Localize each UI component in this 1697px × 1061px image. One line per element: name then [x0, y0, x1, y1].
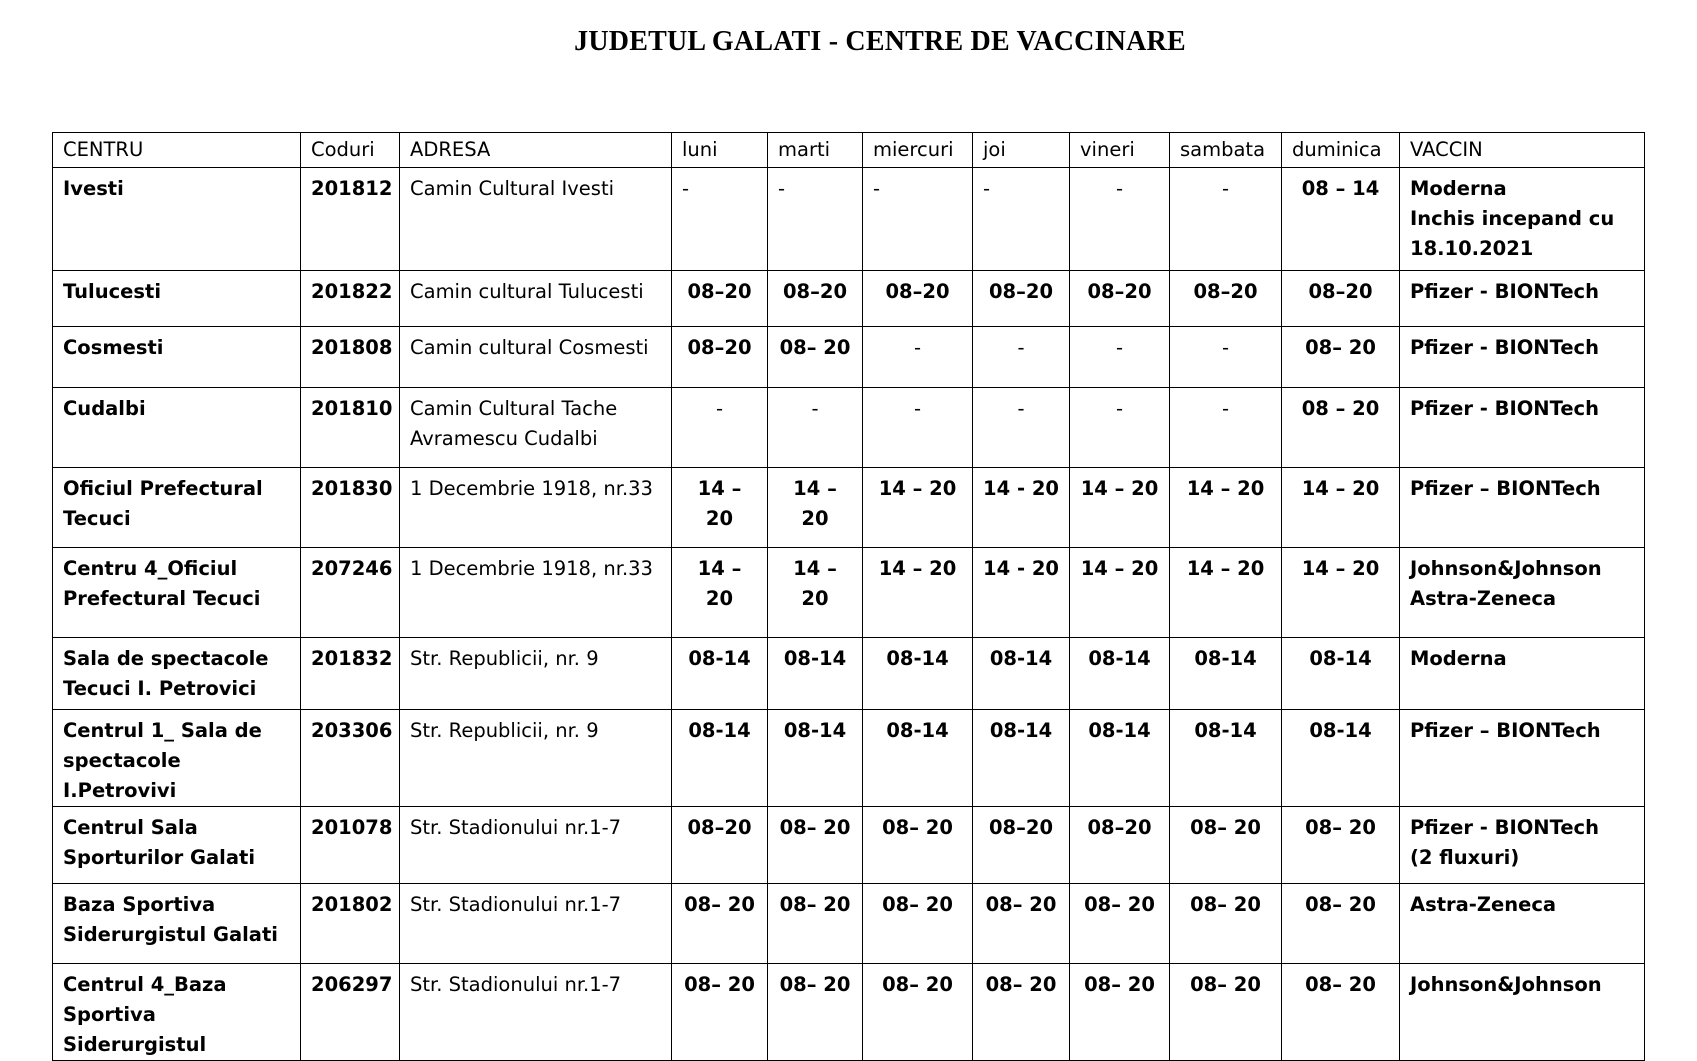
adresa-cell-line: 1 Decembrie 1918, nr.33	[410, 557, 653, 580]
hours-cell: 08-14	[1070, 710, 1170, 807]
hours-cell: 08–20	[1170, 271, 1282, 327]
vaccin-cell-line: (2 fluxuri)	[1410, 846, 1520, 869]
hours-cell: 08-14	[1170, 710, 1282, 807]
centru-cell-line: Cosmesti	[63, 336, 164, 359]
vaccin-cell-line: Inchis incepand cu	[1410, 207, 1615, 230]
centru-cell	[53, 327, 301, 388]
table-row	[53, 884, 1645, 964]
vaccin-cell-line: Pfizer - BIONTech	[1410, 336, 1600, 359]
cod-cell: 206297	[301, 964, 400, 1061]
vaccin-cell-line: Moderna	[1410, 177, 1507, 200]
header-adresa: ADRESA	[400, 133, 672, 168]
hours-cell: 14 – 20	[1282, 468, 1400, 548]
centru-cell-line: Oficiul Prefectural	[63, 477, 263, 500]
hours-cell: 14 – 20	[863, 468, 973, 548]
vaccin-cell-line: Astra-Zeneca	[1410, 893, 1557, 916]
hours-cell: 08– 20	[973, 964, 1070, 1061]
cod-cell: 203306	[301, 710, 400, 807]
hours-cell: 08–20	[863, 271, 973, 327]
hours-cell: 08-14	[768, 638, 863, 710]
hours-cell: 08–20	[672, 807, 768, 884]
hours-cell: 08– 20	[672, 964, 768, 1061]
hours-cell: -	[973, 388, 1070, 468]
vaccin-cell-line: 18.10.2021	[1410, 237, 1534, 260]
hours-cell: 08– 20	[1282, 327, 1400, 388]
hours-cell: 14 – 20	[768, 548, 863, 638]
vaccin-cell-line: Pfizer - BIONTech	[1410, 280, 1600, 303]
hours-cell: 08-14	[973, 710, 1070, 807]
hours-cell: 08-14	[1170, 638, 1282, 710]
centru-cell-line: Sportiva Siderurgistul	[63, 1003, 207, 1056]
hours-cell: 08– 20	[863, 807, 973, 884]
adresa-cell	[400, 468, 672, 548]
hours-cell: 14 – 20	[1282, 548, 1400, 638]
cod-cell: 201832	[301, 638, 400, 710]
vaccin-cell	[1400, 327, 1645, 388]
vaccin-cell-line: Pfizer - BIONTech	[1410, 397, 1600, 420]
adresa-cell-line: 1 Decembrie 1918, nr.33	[410, 477, 653, 500]
centru-cell-line: Cudalbi	[63, 397, 146, 420]
hours-cell: 08– 20	[1070, 884, 1170, 964]
hours-cell: -	[1170, 168, 1282, 271]
adresa-cell-line: Camin cultural Tulucesti	[410, 280, 644, 303]
vaccin-cell	[1400, 388, 1645, 468]
cod-cell: 207246	[301, 548, 400, 638]
hours-cell: 08–20	[672, 271, 768, 327]
vaccin-cell	[1400, 638, 1645, 710]
vaccin-cell	[1400, 548, 1645, 638]
hours-cell: 14 - 20	[973, 468, 1070, 548]
table-row	[53, 468, 1645, 548]
centru-cell-line: Centrul Sala	[63, 816, 198, 839]
hours-cell: -	[1170, 388, 1282, 468]
hours-cell: 14 – 20	[1170, 548, 1282, 638]
header-sambata: sambata	[1170, 133, 1282, 168]
adresa-cell-line: Str. Stadionului nr.1-7	[410, 973, 622, 996]
hours-cell: 14 – 20	[1070, 548, 1170, 638]
centru-cell-line: Centru 4_Oficiul	[63, 557, 238, 580]
adresa-cell-line: Camin cultural Cosmesti	[410, 336, 649, 359]
header-duminica: duminica	[1282, 133, 1400, 168]
hours-cell: 08-14	[1070, 638, 1170, 710]
adresa-cell	[400, 710, 672, 807]
adresa-cell-line: Camin Cultural Tache	[410, 397, 618, 420]
hours-cell: 14 – 20	[672, 468, 768, 548]
table-row	[53, 388, 1645, 468]
hours-cell: 08– 20	[1282, 884, 1400, 964]
centru-cell	[53, 638, 301, 710]
centru-cell	[53, 807, 301, 884]
adresa-cell	[400, 388, 672, 468]
table-body	[53, 168, 1645, 1061]
hours-cell: 08– 20	[768, 327, 863, 388]
hours-cell: 08-14	[973, 638, 1070, 710]
table-row	[53, 638, 1645, 710]
adresa-cell-line: Camin Cultural Ivesti	[410, 177, 615, 200]
hours-cell: 14 – 20	[1170, 468, 1282, 548]
hours-cell: 08– 20	[973, 884, 1070, 964]
hours-cell: 08– 20	[1170, 807, 1282, 884]
hours-cell: 14 – 20	[1070, 468, 1170, 548]
centru-cell	[53, 548, 301, 638]
hours-cell: 08-14	[672, 710, 768, 807]
centru-cell-line: Tecuci	[63, 507, 131, 530]
table-row	[53, 964, 1645, 1061]
header-marti: marti	[768, 133, 863, 168]
hours-cell: 08– 20	[1070, 964, 1170, 1061]
table-row	[53, 548, 1645, 638]
hours-cell: 08–20	[1070, 807, 1170, 884]
hours-cell: 08– 20	[863, 884, 973, 964]
hours-cell: -	[973, 168, 1070, 271]
hours-cell: 08– 20	[768, 807, 863, 884]
table-row	[53, 327, 1645, 388]
cod-cell: 201812	[301, 168, 400, 271]
hours-cell: 08– 20	[1282, 964, 1400, 1061]
centru-cell	[53, 271, 301, 327]
adresa-cell-line: Str. Stadionului nr.1-7	[410, 816, 622, 839]
table-header-row	[53, 133, 1645, 168]
hours-cell: -	[1070, 327, 1170, 388]
header-joi: joi	[973, 133, 1070, 168]
vaccin-cell-line: Johnson&Johnson	[1410, 557, 1602, 580]
hours-cell: -	[768, 168, 863, 271]
centru-cell-line: Siderurgistul Galati	[63, 923, 278, 946]
vaccin-cell-line: Pfizer – BIONTech	[1410, 477, 1601, 500]
hours-cell: 08-14	[863, 638, 973, 710]
hours-cell: 08–20	[973, 271, 1070, 327]
centru-cell-line: Baza Sportiva	[63, 893, 216, 916]
hours-cell: 08–20	[1070, 271, 1170, 327]
vaccin-cell-line: Johnson&Johnson	[1410, 973, 1602, 996]
hours-cell: 14 – 20	[863, 548, 973, 638]
hours-cell: -	[768, 388, 863, 468]
header-vaccin: VACCIN	[1400, 133, 1645, 168]
adresa-cell-line: Avramescu Cudalbi	[410, 427, 598, 450]
header-centru: CENTRU	[53, 133, 301, 168]
hours-cell: 08-14	[1282, 710, 1400, 807]
centru-cell-line: Centrul 4_Baza	[63, 973, 227, 996]
centru-cell	[53, 388, 301, 468]
table-row	[53, 807, 1645, 884]
centru-cell	[53, 468, 301, 548]
hours-cell: 14 – 20	[672, 548, 768, 638]
header-luni: luni	[672, 133, 768, 168]
hours-cell: 14 - 20	[973, 548, 1070, 638]
hours-cell: 14 – 20	[768, 468, 863, 548]
hours-cell: -	[1070, 388, 1170, 468]
adresa-cell	[400, 548, 672, 638]
hours-cell: -	[1070, 168, 1170, 271]
hours-cell: -	[863, 168, 973, 271]
centru-cell-line: Centrul 1_ Sala de	[63, 719, 262, 742]
centru-cell-line: Prefectural Tecuci	[63, 587, 261, 610]
hours-cell: -	[672, 168, 768, 271]
vaccin-cell	[1400, 271, 1645, 327]
vaccin-cell-line: Pfizer - BIONTech	[1410, 816, 1600, 839]
hours-cell: 08– 20	[768, 964, 863, 1061]
cod-cell: 201830	[301, 468, 400, 548]
hours-cell: -	[973, 327, 1070, 388]
vaccin-cell	[1400, 884, 1645, 964]
centru-cell-line: Sala de spectacole	[63, 647, 269, 670]
hours-cell: -	[1170, 327, 1282, 388]
adresa-cell-line: Str. Republicii, nr. 9	[410, 719, 599, 742]
table-row	[53, 271, 1645, 327]
hours-cell: 08-14	[1282, 638, 1400, 710]
hours-cell: -	[863, 388, 973, 468]
hours-cell: 08–20	[768, 271, 863, 327]
hours-cell: 08-14	[672, 638, 768, 710]
adresa-cell	[400, 884, 672, 964]
vaccin-cell-line: Astra-Zeneca	[1410, 587, 1557, 610]
vaccination-centers-table	[52, 132, 1645, 1061]
hours-cell: 08– 20	[1170, 964, 1282, 1061]
hours-cell: 08– 20	[768, 884, 863, 964]
vaccin-cell	[1400, 807, 1645, 884]
hours-cell: 08– 20	[863, 964, 973, 1061]
header-vineri: vineri	[1070, 133, 1170, 168]
vaccin-cell	[1400, 964, 1645, 1061]
centru-cell	[53, 710, 301, 807]
adresa-cell	[400, 807, 672, 884]
hours-cell: 08– 20	[1170, 884, 1282, 964]
cod-cell: 201822	[301, 271, 400, 327]
cod-cell: 201078	[301, 807, 400, 884]
header-miercuri: miercuri	[863, 133, 973, 168]
centru-cell-line: spectacole I.Petrovivi	[63, 749, 181, 802]
hours-cell: -	[672, 388, 768, 468]
vaccin-cell	[1400, 468, 1645, 548]
adresa-cell	[400, 271, 672, 327]
page-title: JUDETUL GALATI - CENTRE DE VACCINARE	[574, 26, 1186, 57]
hours-cell: 08-14	[768, 710, 863, 807]
vaccin-cell-line: Pfizer – BIONTech	[1410, 719, 1601, 742]
cod-cell: 201802	[301, 884, 400, 964]
adresa-cell	[400, 168, 672, 271]
hours-cell: 08– 20	[1282, 807, 1400, 884]
hours-cell: 08 – 14	[1282, 168, 1400, 271]
hours-cell: 08 – 20	[1282, 388, 1400, 468]
centru-cell	[53, 168, 301, 271]
vaccin-cell	[1400, 710, 1645, 807]
hours-cell: 08–20	[672, 327, 768, 388]
centru-cell-line: Sporturilor Galati	[63, 846, 256, 869]
centru-cell-line: Ivesti	[63, 177, 124, 200]
adresa-cell-line: Str. Republicii, nr. 9	[410, 647, 599, 670]
hours-cell: 08–20	[973, 807, 1070, 884]
adresa-cell	[400, 327, 672, 388]
centru-cell	[53, 964, 301, 1061]
hours-cell: 08–20	[1282, 271, 1400, 327]
adresa-cell	[400, 964, 672, 1061]
centru-cell-line: Tulucesti	[63, 280, 162, 303]
adresa-cell-line: Str. Stadionului nr.1-7	[410, 893, 622, 916]
header-coduri: Coduri	[301, 133, 400, 168]
table-row	[53, 168, 1645, 271]
hours-cell: 08-14	[863, 710, 973, 807]
hours-cell: -	[863, 327, 973, 388]
cod-cell: 201810	[301, 388, 400, 468]
hours-cell: 08– 20	[672, 884, 768, 964]
cod-cell: 201808	[301, 327, 400, 388]
table-row	[53, 710, 1645, 807]
adresa-cell	[400, 638, 672, 710]
centru-cell	[53, 884, 301, 964]
vaccin-cell-line: Moderna	[1410, 647, 1507, 670]
vaccin-cell	[1400, 168, 1645, 271]
centru-cell-line: Tecuci I. Petrovici	[63, 677, 257, 700]
